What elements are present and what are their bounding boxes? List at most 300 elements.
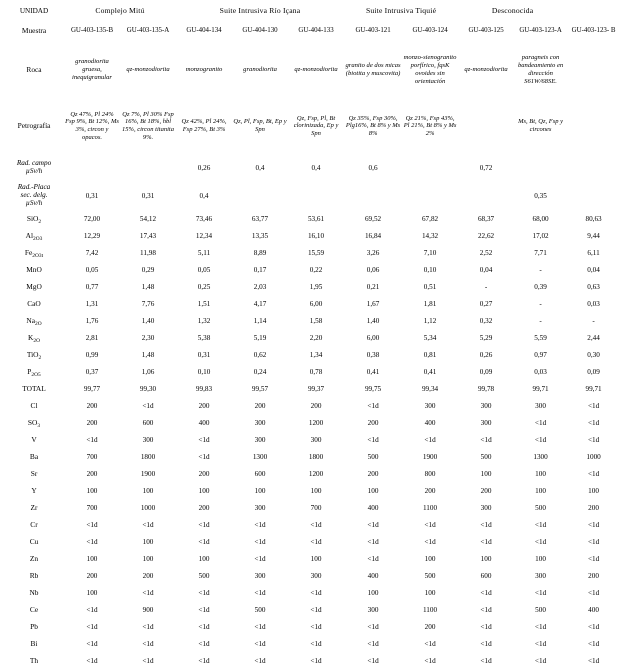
rad-campo-row [4,155,620,181]
sample-id-0: GU-403-135-B [70,27,114,35]
cell-26-0: <1d [86,657,98,666]
cell-25-0: <1d [86,640,98,649]
cell-23-0: <1d [86,606,98,615]
analyte-name: Zn [29,554,39,564]
table-row [4,211,620,228]
cell-8-8: 0,97 [534,351,547,360]
cell-9-7: 0,09 [479,368,493,377]
cell-4-8: 0,39 [534,283,547,292]
cell-5-8: - [539,300,542,309]
roca-value-2: monzogranito [185,66,223,74]
analyte-label-16 [4,483,64,500]
analyte-name: Cr [30,520,38,530]
rad-placa-value-5 [344,181,402,211]
cell-25-3: <1d [254,640,266,649]
rad-campo-unit: µSv/h [25,167,43,175]
cell-0-8: 68,00 [532,215,549,224]
cell-24-4: <1d [310,623,322,632]
roca-value-6: monzo-sienogranito porfírico, fqsK ovoides sin orientación [403,54,457,85]
analyte-subscript: 3 [37,422,41,429]
cell-10-4: 99,37 [307,385,325,394]
rad-placa-sub: sec. delg. [20,191,48,200]
analyte-label-9 [4,364,64,381]
cell-13-4: 300 [310,436,322,445]
cell-15-0: 200 [86,470,98,479]
rad-campo-value-5: 0,6 [368,163,378,172]
cell-1-2: 12,34 [195,232,213,241]
rad-placa-value-0: 0,31 [85,191,99,200]
cell-12-4: 1200 [308,419,324,428]
analyte-label-7 [4,330,64,347]
cell-15-1: 1900 [140,470,156,479]
analyte-name: Pb [30,622,38,632]
analyte-label-2 [4,245,64,262]
cell-24-8: <1d [534,623,547,632]
cell-19-1: 100 [142,538,154,547]
analyte-label-1 [4,228,64,245]
cell-9-3: 0,24 [253,368,267,377]
cell-14-0: 700 [86,453,98,462]
analyte-name: Rb [29,571,39,581]
cell-25-6: <1d [424,640,436,649]
cell-20-7: 100 [480,555,492,564]
sample-id-8: GU-403-123-A [519,27,562,35]
cell-9-2: 0,10 [197,368,211,377]
cell-22-0: 100 [86,589,98,598]
cell-2-2: 5,11 [197,249,211,258]
cell-19-8: <1d [534,538,547,547]
unit-group-2: Suite Intrusiva Tiquié [365,5,437,15]
cell-16-9: 100 [588,487,599,496]
rad-campo-value-4: 0,4 [311,163,321,172]
rad-campo-value-0 [64,155,120,181]
cell-23-4: <1d [310,606,322,615]
cell-6-2: 1,32 [197,317,211,326]
cell-6-7: 0,32 [479,317,493,326]
analyte-label-13 [4,432,64,449]
cell-23-6: 1100 [422,606,438,615]
cell-6-6: 1,12 [423,317,437,326]
analyte-name: MgO [26,282,42,292]
cell-3-4: 0,22 [309,266,323,275]
analyte-name: Ce [29,605,39,615]
analyte-name: P [27,367,32,377]
unit-group-1: Suite Intrusiva Río Içana [219,5,301,15]
analyte-name: Cl [30,401,38,411]
rad-campo-value-6 [402,155,458,181]
table-row [4,483,620,500]
cell-24-1: <1d [142,623,154,632]
cell-7-8: 5,59 [534,334,547,343]
cell-22-2: <1d [198,589,210,598]
petrografia-value-8: Ms, Bt, Qz, Fsp y circones [518,118,564,133]
cell-10-8: 99,71 [532,385,549,394]
cell-11-3: 200 [254,402,266,411]
cell-10-5: 99,75 [364,385,382,394]
cell-24-7: <1d [480,623,492,632]
unidad-label: UNIDAD [19,6,49,15]
rad-campo-value-9 [567,155,620,181]
cell-24-3: <1d [254,623,266,632]
cell-7-0: 2,81 [85,334,99,343]
cell-7-5: 6,00 [366,334,380,343]
cell-23-8: 500 [535,606,546,615]
cell-22-4: <1d [310,589,322,598]
sample-id-9: GU-403-123- B [571,27,616,35]
cell-5-0: 1,31 [85,300,99,309]
table-row [4,653,620,670]
petrografia-value-0: Qz 47%, Pl 24% Fsp 9%, Bt 12%, Ms 3%, circon y opacos. [65,110,119,141]
cell-16-5: 100 [367,487,379,496]
cell-13-7: <1d [480,436,492,445]
cell-7-9: 2,44 [587,334,600,343]
cell-11-1: <1d [142,402,154,411]
cell-21-2: 500 [198,572,210,581]
cell-9-1: 1,06 [141,368,155,377]
cell-20-3: <1d [254,555,266,564]
analyte-label-6 [4,313,64,330]
cell-24-5: <1d [367,623,379,632]
cell-7-1: 2,30 [141,334,155,343]
analyte-label-8 [4,347,64,364]
cell-2-6: 7,10 [423,249,437,258]
petrografia-label: Petrografía [17,120,51,130]
cell-25-2: <1d [198,640,210,649]
cell-12-1: 600 [142,419,154,428]
cell-0-5: 69,52 [364,215,382,224]
cell-19-4: <1d [310,538,322,547]
analyte-label-10 [4,381,64,398]
cell-15-5: 200 [367,470,379,479]
rad-placa-value-7 [458,181,514,211]
rad-placa-value-8: 0,35 [534,191,547,200]
analyte-name: TOTAL [22,384,46,394]
analyte-subscript: 2O5 [31,371,41,378]
rad-campo-label-text: Rad. campo [16,159,52,168]
cell-5-9: 0,03 [587,300,600,309]
cell-25-8: <1d [534,640,547,649]
cell-23-5: 300 [367,606,379,615]
cell-15-8: 100 [535,470,546,479]
cell-16-3: 100 [254,487,266,496]
table-row [4,534,620,551]
unit-group-0: Complejo Mitú [95,5,145,15]
cell-9-9: 0,09 [587,368,600,377]
cell-2-4: 15,59 [307,249,325,258]
cell-9-8: 0,03 [534,368,547,377]
cell-1-4: 16,10 [307,232,325,241]
cell-1-1: 17,43 [139,232,157,241]
cell-20-2: 100 [198,555,210,564]
cell-21-3: 300 [254,572,266,581]
analyte-label-24 [4,619,64,636]
cell-21-0: 200 [86,572,98,581]
cell-10-9: 99,71 [585,385,602,394]
cell-3-8: - [539,266,542,275]
analyte-label-15 [4,466,64,483]
sample-id-5: GU-403-121 [355,27,391,35]
rad-campo-value-2: 0,26 [197,163,211,172]
cell-5-2: 1,51 [197,300,211,309]
cell-2-7: 2,52 [479,249,493,258]
analyte-name: Na [26,316,36,326]
cell-2-8: 7,71 [534,249,547,258]
roca-value-4: qz-monzodiorita [294,66,338,74]
cell-15-9: <1d [587,470,600,479]
analyte-name: SiO [26,214,39,224]
cell-23-2: <1d [198,606,210,615]
cell-16-2: 100 [198,487,210,496]
cell-19-0: <1d [86,538,98,547]
cell-16-0: 100 [86,487,98,496]
analyte-name: MnO [26,265,42,275]
cell-3-1: 0,29 [141,266,155,275]
cell-19-3: <1d [254,538,266,547]
analyte-name: Al [25,231,34,241]
cell-11-7: 300 [480,402,492,411]
analyte-subscript: 2O3t [32,252,44,259]
analyte-subscript: 2O [33,337,40,344]
table-row [4,296,620,313]
cell-21-8: 300 [535,572,546,581]
cell-5-5: 1,67 [366,300,380,309]
cell-17-1: 1000 [140,504,156,513]
analyte-name: Bi [30,639,38,649]
cell-13-2: <1d [198,436,210,445]
cell-5-3: 4,17 [253,300,267,309]
unit-group-3: Desconocida [491,5,534,15]
analyte-subscript: 2O3 [33,235,43,242]
cell-3-7: 0,04 [479,266,493,275]
table-row [4,330,620,347]
table-row [4,245,620,262]
cell-8-1: 1,48 [141,351,155,360]
cell-17-2: 200 [198,504,210,513]
cell-25-4: <1d [310,640,322,649]
cell-22-8: <1d [534,589,547,598]
petrografia-value-1: Qz 7%, Pl 30% Fsp 16%, Bt 18%, hbl 15%, circon titanita 9%. [122,110,174,141]
analyte-label-3 [4,262,64,279]
table-row [4,347,620,364]
cell-23-3: 500 [254,606,266,615]
cell-9-4: 0,78 [309,368,323,377]
petrografia-value-9 [567,97,620,155]
table-row [4,602,620,619]
cell-24-9: <1d [587,623,600,632]
cell-22-6: 100 [424,589,436,598]
analyte-label-11 [4,398,64,415]
cell-2-0: 7,42 [85,249,99,258]
cell-6-1: 1,40 [141,317,155,326]
cell-14-8: 1300 [533,453,548,462]
cell-13-9: <1d [587,436,600,445]
analyte-name: CaO [27,299,41,309]
cell-18-2: <1d [198,521,210,530]
cell-22-5: 100 [367,589,379,598]
table-row [4,279,620,296]
cell-13-1: 300 [142,436,154,445]
cell-20-1: 100 [142,555,154,564]
cell-1-8: 17,02 [532,232,549,241]
table-row [4,449,620,466]
cell-6-5: 1,40 [366,317,380,326]
table-row [4,517,620,534]
roca-value-0: granodiorita gruesa, inequigranular [72,58,112,81]
table-row [4,432,620,449]
roca-value-8: paragneis con bandeamiento en dirección S61W/68SE. [517,54,564,85]
cell-18-1: <1d [142,521,154,530]
analyte-subscript: 2O [35,320,42,327]
cell-13-0: <1d [86,436,98,445]
cell-8-3: 0,62 [253,351,267,360]
cell-16-7: 200 [480,487,492,496]
rad-placa-value-6 [402,181,458,211]
analyte-label-19 [4,534,64,551]
cell-2-1: 11,98 [140,249,156,258]
analyte-name: K [28,333,34,343]
cell-0-1: 54,12 [139,215,157,224]
roca-value-9 [567,43,620,97]
cell-11-6: 300 [424,402,436,411]
cell-0-0: 72,00 [83,215,101,224]
analyte-label-14 [4,449,64,466]
table-row [4,636,620,653]
cell-22-3: <1d [254,589,266,598]
cell-17-4: 700 [310,504,322,513]
analyte-subscript: 2 [38,218,42,225]
rad-campo-value-8 [514,155,567,181]
cell-4-0: 0,77 [85,283,99,292]
sample-id-6: GU-403-124 [412,27,448,35]
cell-15-7: 100 [480,470,492,479]
cell-11-4: 200 [310,402,322,411]
cell-7-6: 5,34 [423,334,437,343]
cell-20-4: 100 [310,555,322,564]
analyte-subscript: 2 [38,354,42,361]
analyte-name: V [31,435,37,445]
cell-24-2: <1d [198,623,210,632]
table-row [4,415,620,432]
petrografia-value-6: Qz 21%, Fsp 43%, Pl 21%, Bt 8% y Ms 2% [403,114,457,137]
rad-campo-value-7: 0,72 [479,163,493,172]
cell-18-3: <1d [254,521,266,530]
analyte-label-25 [4,636,64,653]
cell-13-5: <1d [367,436,379,445]
cell-0-9: 80,63 [585,215,602,224]
cell-25-9: <1d [587,640,600,649]
analyte-label-17 [4,500,64,517]
cell-11-8: 300 [535,402,546,411]
rad-campo-value-1 [120,155,176,181]
cell-13-6: <1d [424,436,436,445]
cell-3-6: 0,10 [423,266,437,275]
cell-17-5: 400 [367,504,379,513]
rad-placa-unit: µSv/h [25,198,43,207]
cell-14-4: 1800 [308,453,324,462]
cell-4-3: 2,03 [253,283,267,292]
cell-20-8: 100 [535,555,546,564]
sample-id-7: GU-403-125 [468,27,504,35]
cell-5-6: 1,81 [423,300,437,309]
cell-3-5: 0,06 [366,266,380,275]
roca-row [4,43,620,97]
analyte-name: Nb [29,588,39,598]
cell-24-6: 200 [424,623,436,632]
cell-12-2: 400 [198,419,210,428]
table-body [4,3,620,670]
analyte-name: Sr [30,469,38,479]
petrografia-value-2: Qz 42%, Pl 24%, Fsp 27%, Bt 3% [181,118,227,133]
cell-21-5: 400 [367,572,379,581]
muestra-label: Muestra [21,25,47,35]
cell-19-7: <1d [480,538,492,547]
cell-14-5: 500 [367,453,379,462]
table-row [4,228,620,245]
table-row [4,585,620,602]
cell-4-1: 1,48 [141,283,155,292]
cell-2-9: 6,11 [587,249,600,258]
rad-placa-label [4,181,64,211]
rad-campo-label [4,155,64,181]
cell-0-2: 73,46 [195,215,213,224]
cell-16-4: 100 [310,487,322,496]
cell-26-1: <1d [142,657,154,666]
analyte-name: Cu [29,537,39,547]
cell-11-0: 200 [86,402,98,411]
cell-18-0: <1d [86,521,98,530]
cell-8-5: 0,38 [366,351,380,360]
cell-16-6: 200 [424,487,436,496]
cell-26-2: <1d [198,657,210,666]
analyte-label-5 [4,296,64,313]
cell-19-9: <1d [587,538,600,547]
cell-20-0: 100 [86,555,98,564]
cell-2-5: 3,26 [366,249,380,258]
sample-id-2: GU-404-134 [186,27,222,35]
rad-placa-value-4 [288,181,344,211]
cell-19-6: <1d [424,538,436,547]
roca-value-1: qz-monzodiorita [126,66,170,74]
cell-23-1: 900 [142,606,154,615]
cell-5-1: 7,76 [141,300,155,309]
cell-17-8: 500 [535,504,546,513]
cell-12-3: 300 [254,419,266,428]
cell-14-2: <1d [198,453,210,462]
cell-25-7: <1d [480,640,492,649]
cell-1-3: 13,35 [251,232,269,241]
analyte-label-22 [4,585,64,602]
cell-26-5: <1d [367,657,379,666]
cell-9-6: 0,41 [423,368,437,377]
table-row [4,568,620,585]
cell-4-6: 0,51 [423,283,437,292]
cell-20-6: 100 [424,555,436,564]
roca-value-7: qz-monzodiorita [464,66,508,74]
analyte-name: SO [27,418,38,428]
cell-26-9: <1d [587,657,600,666]
cell-21-4: 300 [310,572,322,581]
cell-14-3: 1300 [252,453,268,462]
cell-1-0: 12,29 [83,232,101,241]
cell-22-1: <1d [142,589,154,598]
cell-11-2: 200 [198,402,210,411]
cell-14-6: 1900 [422,453,438,462]
table-row [4,398,620,415]
cell-17-9: 200 [588,504,599,513]
analyte-label-20 [4,551,64,568]
cell-18-7: <1d [480,521,492,530]
analyte-name: Ba [29,452,39,462]
